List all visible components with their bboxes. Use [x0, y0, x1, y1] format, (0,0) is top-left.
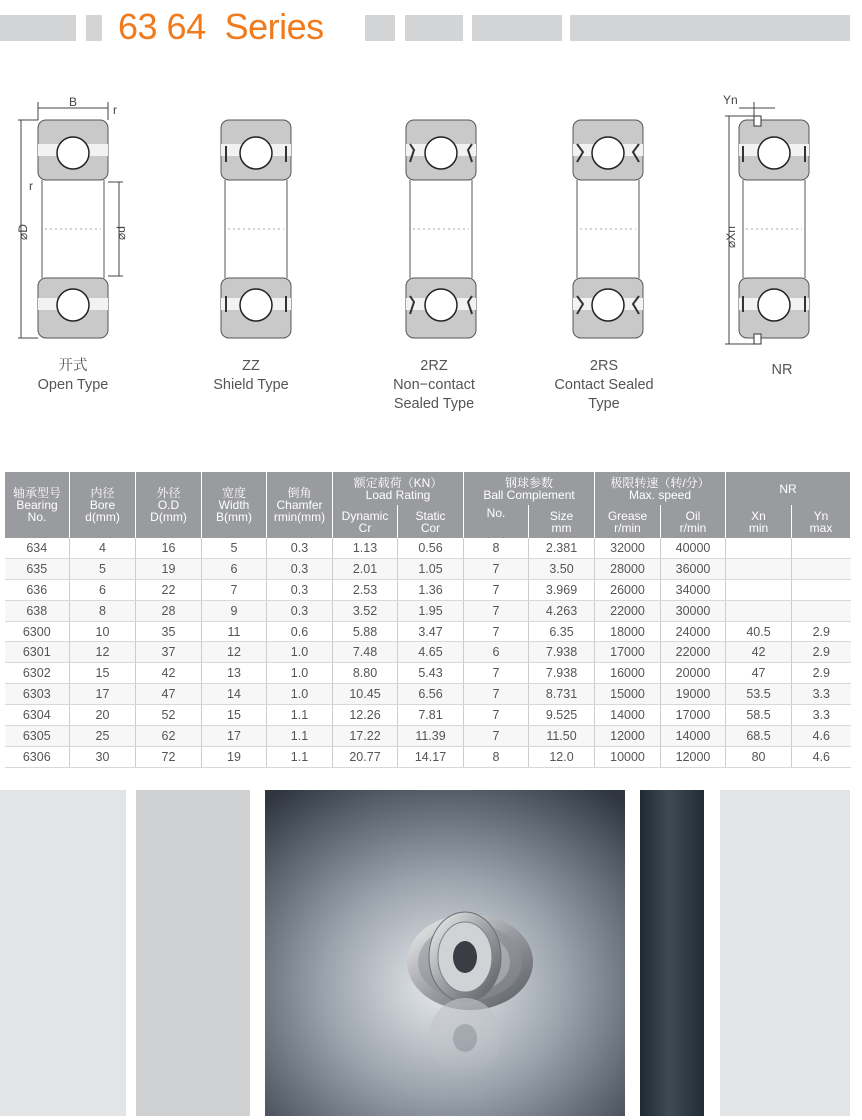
table-cell: 4.6: [792, 726, 851, 747]
header-bar-2: [86, 15, 102, 41]
table-cell: 22000: [661, 642, 726, 663]
table-cell: 0.6: [267, 621, 333, 642]
table-cell: 36000: [661, 558, 726, 579]
table-cell: 20: [70, 705, 136, 726]
table-cell: 4.6: [792, 746, 851, 767]
table-cell: 6301: [5, 642, 70, 663]
table-cell: 14000: [595, 705, 661, 726]
table-cell: 20000: [661, 663, 726, 684]
table-cell: 68.5: [726, 726, 792, 747]
table-cell: 11.50: [529, 726, 595, 747]
table-cell: 8.80: [333, 663, 398, 684]
table-row: [5, 600, 851, 621]
table-cell: 3.3: [792, 705, 851, 726]
table-cell: 2.9: [792, 663, 851, 684]
table-cell: 10.45: [333, 684, 398, 705]
caption-open-type: 开式 Open Type: [37, 358, 109, 393]
table-cell: 28000: [595, 558, 661, 579]
table-cell: 2.01: [333, 558, 398, 579]
table-cell: 40.5: [726, 621, 792, 642]
table-cell: [792, 558, 851, 579]
table-cell: 7.48: [333, 642, 398, 663]
table-row: [5, 558, 851, 579]
table-cell: 14: [202, 684, 267, 705]
diagram-shield-type: [212, 90, 302, 355]
table-cell: 53.5: [726, 684, 792, 705]
table-row: [5, 579, 851, 600]
table-cell: 62: [136, 726, 202, 747]
table-cell: 10: [70, 621, 136, 642]
table-cell: 5.43: [398, 663, 464, 684]
table-cell: 42: [136, 663, 202, 684]
table-cell: 17000: [595, 642, 661, 663]
table-cell: 4.263: [529, 600, 595, 621]
header-bar-6: [570, 15, 850, 41]
table-cell: 1.95: [398, 600, 464, 621]
table-cell: 58.5: [726, 705, 792, 726]
table-cell: 638: [5, 600, 70, 621]
table-cell: 0.3: [267, 579, 333, 600]
table-cell: 7: [464, 621, 529, 642]
table-cell: 25: [70, 726, 136, 747]
label-yn: Yn: [723, 93, 738, 107]
table-cell: 2.9: [792, 642, 851, 663]
table-cell: 30: [70, 746, 136, 767]
table-cell: 35: [136, 621, 202, 642]
table-cell: 17000: [661, 705, 726, 726]
table-cell: 80: [726, 746, 792, 767]
table-cell: 40000: [661, 538, 726, 558]
table-cell: 30000: [661, 600, 726, 621]
bottom-panel-1: [0, 790, 126, 1116]
spec-table-body: [5, 538, 851, 767]
header-chamfer: 倒角 Chamfer rmin(mm): [267, 472, 333, 538]
table-cell: 52: [136, 705, 202, 726]
header-width: 宽度 Width B(mm): [202, 472, 267, 538]
table-cell: 1.0: [267, 684, 333, 705]
table-cell: 7: [464, 705, 529, 726]
table-cell: 12000: [595, 726, 661, 747]
table-cell: 3.52: [333, 600, 398, 621]
diagram-open-type: [15, 90, 128, 355]
table-cell: 19000: [661, 684, 726, 705]
bearing-bore: [453, 941, 477, 973]
table-cell: 2.381: [529, 538, 595, 558]
table-cell: 6302: [5, 663, 70, 684]
header-ball-complement: 钢球参数 Ball Complement: [464, 472, 595, 505]
table-cell: 0.3: [267, 600, 333, 621]
table-cell: 24000: [661, 621, 726, 642]
table-row: [5, 663, 851, 684]
table-cell: 11.39: [398, 726, 464, 747]
header-od: 外径 O.D D(mm): [136, 472, 202, 538]
diagram-nr-type: [715, 90, 830, 355]
table-cell: 9.525: [529, 705, 595, 726]
table-cell: 6.35: [529, 621, 595, 642]
table-cell: 14000: [661, 726, 726, 747]
table-cell: 34000: [661, 579, 726, 600]
header-max-speed: 极限转速（转/分） Max. speed: [595, 472, 726, 505]
table-cell: 0.3: [267, 538, 333, 558]
table-row: [5, 684, 851, 705]
table-cell: 7.938: [529, 642, 595, 663]
table-cell: 6300: [5, 621, 70, 642]
table-cell: 6304: [5, 705, 70, 726]
label-outer-d: ⌀D: [16, 224, 30, 240]
table-cell: 11: [202, 621, 267, 642]
table-cell: 14.17: [398, 746, 464, 767]
table-cell: 7.81: [398, 705, 464, 726]
table-cell: 12.26: [333, 705, 398, 726]
table-cell: [726, 579, 792, 600]
table-cell: 42: [726, 642, 792, 663]
table-cell: 7: [464, 558, 529, 579]
header-dynamic: Dynamic Cr: [333, 505, 398, 538]
table-cell: 19: [202, 746, 267, 767]
table-cell: 16000: [595, 663, 661, 684]
diagram-non-contact-sealed: [397, 90, 487, 355]
header-bar-4: [405, 15, 463, 41]
table-cell: 26000: [595, 579, 661, 600]
header-yn: Yn max: [792, 505, 851, 538]
table-cell: 16: [136, 538, 202, 558]
bottom-panel-2: [136, 790, 250, 1116]
table-cell: 2.9: [792, 621, 851, 642]
table-cell: [792, 579, 851, 600]
table-cell: 5: [70, 558, 136, 579]
header-grease: Grease r/min: [595, 505, 661, 538]
spec-table: [4, 472, 851, 768]
table-cell: 6: [464, 642, 529, 663]
diagram-contact-sealed: [564, 90, 654, 355]
caption-nr-type: NR: [771, 362, 793, 378]
table-cell: 1.1: [267, 746, 333, 767]
table-cell: 1.0: [267, 663, 333, 684]
table-cell: 22: [136, 579, 202, 600]
table-cell: 6303: [5, 684, 70, 705]
table-cell: 7: [464, 600, 529, 621]
table-cell: 1.05: [398, 558, 464, 579]
table-cell: 15000: [595, 684, 661, 705]
table-cell: 6: [202, 558, 267, 579]
label-xn: ⌀Xn: [724, 226, 738, 248]
table-cell: [726, 558, 792, 579]
table-cell: 19: [136, 558, 202, 579]
header-oil: Oil r/min: [661, 505, 726, 538]
table-cell: 72: [136, 746, 202, 767]
table-cell: 6.56: [398, 684, 464, 705]
caption-shield-type: ZZ Shield Type: [213, 358, 289, 393]
table-cell: 15: [202, 705, 267, 726]
table-cell: 1.36: [398, 579, 464, 600]
table-cell: 3.3: [792, 684, 851, 705]
table-cell: 7: [464, 579, 529, 600]
header-bar-1: [0, 15, 76, 41]
header-bore: 内径 Bore d(mm): [70, 472, 136, 538]
table-cell: 47: [136, 684, 202, 705]
table-cell: 3.50: [529, 558, 595, 579]
table-cell: 7: [464, 663, 529, 684]
table-cell: 13: [202, 663, 267, 684]
label-bore-d: ⌀d: [114, 226, 128, 240]
header-bar-3: [365, 15, 395, 41]
table-cell: 17.22: [333, 726, 398, 747]
table-cell: [726, 600, 792, 621]
caption-contact-sealed: 2RS Contact Sealed Type: [554, 358, 654, 412]
table-cell: 4.65: [398, 642, 464, 663]
table-cell: 6: [70, 579, 136, 600]
header-load-rating: 额定载荷（KN） Load Rating: [333, 472, 464, 505]
table-cell: [792, 538, 851, 558]
table-cell: 9: [202, 600, 267, 621]
table-row: [5, 642, 851, 663]
table-cell: 1.1: [267, 705, 333, 726]
header-bearing-no: 轴承型号 Bearing No.: [5, 472, 70, 538]
header-ball-size: Size mm: [529, 505, 595, 538]
table-cell: 22000: [595, 600, 661, 621]
page-title: 63 64 Series: [118, 6, 324, 47]
table-cell: 8: [464, 538, 529, 558]
label-r-side: r: [29, 179, 33, 193]
header-static: Static Cor: [398, 505, 464, 538]
table-cell: [726, 538, 792, 558]
table-cell: 0.3: [267, 558, 333, 579]
bearing-photo: [265, 790, 625, 1116]
table-cell: 17: [70, 684, 136, 705]
table-cell: 12: [70, 642, 136, 663]
table-cell: [792, 600, 851, 621]
table-cell: 8: [464, 746, 529, 767]
table-cell: 8: [70, 600, 136, 621]
table-cell: 0.56: [398, 538, 464, 558]
table-row: [5, 746, 851, 767]
table-cell: 10000: [595, 746, 661, 767]
table-cell: 12: [202, 642, 267, 663]
table-cell: 18000: [595, 621, 661, 642]
table-row: [5, 726, 851, 747]
table-cell: 3.969: [529, 579, 595, 600]
table-cell: 636: [5, 579, 70, 600]
caption-non-contact-sealed: 2RZ Non−contact Sealed Type: [393, 358, 475, 412]
table-cell: 4: [70, 538, 136, 558]
table-cell: 5: [202, 538, 267, 558]
header-ball-no: No.: [464, 505, 529, 538]
table-cell: 634: [5, 538, 70, 558]
table-cell: 17: [202, 726, 267, 747]
table-cell: 7: [202, 579, 267, 600]
table-cell: 37: [136, 642, 202, 663]
table-cell: 6305: [5, 726, 70, 747]
header-nr: NR: [726, 472, 851, 505]
table-cell: 20.77: [333, 746, 398, 767]
table-cell: 8.731: [529, 684, 595, 705]
table-cell: 1.13: [333, 538, 398, 558]
table-cell: 7: [464, 726, 529, 747]
table-cell: 7: [464, 684, 529, 705]
bottom-panel-3: [640, 790, 704, 1116]
table-row: [5, 705, 851, 726]
table-cell: 1.1: [267, 726, 333, 747]
table-cell: 7.938: [529, 663, 595, 684]
table-cell: 3.47: [398, 621, 464, 642]
label-r-top: r: [113, 103, 117, 117]
header-bar-5: [472, 15, 562, 41]
table-cell: 5.88: [333, 621, 398, 642]
table-cell: 2.53: [333, 579, 398, 600]
table-cell: 32000: [595, 538, 661, 558]
label-b: B: [68, 95, 78, 109]
table-cell: 6306: [5, 746, 70, 767]
table-row: [5, 621, 851, 642]
bottom-panel-4: [720, 790, 850, 1116]
table-cell: 635: [5, 558, 70, 579]
header-xn: Xn min: [726, 505, 792, 538]
table-cell: 12.0: [529, 746, 595, 767]
table-cell: 15: [70, 663, 136, 684]
table-cell: 28: [136, 600, 202, 621]
table-cell: 47: [726, 663, 792, 684]
table-row: [5, 538, 851, 558]
table-cell: 1.0: [267, 642, 333, 663]
table-cell: 12000: [661, 746, 726, 767]
